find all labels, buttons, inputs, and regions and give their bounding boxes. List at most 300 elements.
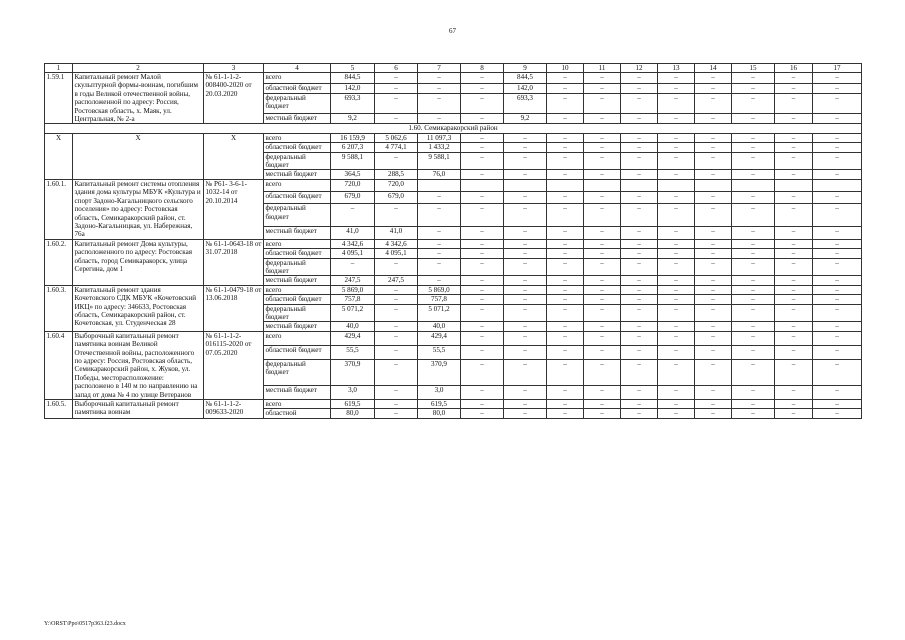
amount-cell: –	[504, 192, 547, 204]
amount-cell	[658, 179, 695, 191]
amount-cell: 679,0	[375, 192, 418, 204]
amount-cell: –	[461, 258, 504, 276]
amount-cell: –	[621, 170, 658, 179]
amount-cell: –	[695, 304, 732, 322]
amount-cell: –	[775, 359, 813, 385]
amount-cell: –	[813, 359, 862, 385]
amount-cell: –	[584, 304, 621, 322]
funding-source: местный бюджет	[264, 276, 331, 285]
amount-cell	[461, 179, 504, 191]
amount-cell: 247,5	[375, 276, 418, 285]
column-header: 4	[264, 64, 331, 73]
amount-cell: –	[461, 331, 504, 345]
amount-cell: –	[813, 133, 862, 142]
object-number: 1.60.1.	[45, 179, 73, 239]
amount-cell: –	[658, 113, 695, 124]
amount-cell: 757,8	[418, 295, 461, 304]
amount-cell: –	[547, 331, 584, 345]
amount-cell: –	[504, 304, 547, 322]
amount-cell: –	[331, 204, 375, 227]
funding-source: всего	[264, 331, 331, 345]
amount-cell: –	[504, 276, 547, 285]
amount-cell: –	[658, 73, 695, 84]
amount-cell: –	[732, 113, 775, 124]
amount-cell: –	[375, 258, 418, 276]
amount-cell: –	[461, 143, 504, 152]
amount-cell: –	[695, 249, 732, 258]
amount-cell: 4 342,6	[375, 239, 418, 248]
amount-cell: –	[813, 94, 862, 114]
amount-cell: –	[813, 143, 862, 152]
amount-cell: –	[732, 94, 775, 114]
amount-cell: –	[695, 170, 732, 179]
amount-cell: –	[775, 143, 813, 152]
amount-cell: –	[547, 258, 584, 276]
amount-cell: –	[461, 170, 504, 179]
amount-cell: –	[547, 152, 584, 170]
amount-cell: 55,5	[331, 345, 375, 359]
object-number: 1.60.4	[45, 331, 73, 399]
amount-cell: –	[375, 113, 418, 124]
section-row	[45, 124, 862, 133]
amount-cell: –	[732, 359, 775, 385]
amount-cell: –	[658, 94, 695, 114]
amount-cell: –	[504, 359, 547, 385]
amount-cell: –	[584, 204, 621, 227]
table-row	[45, 400, 862, 409]
amount-cell: –	[418, 113, 461, 124]
amount-cell: –	[813, 239, 862, 248]
amount-cell: 9,2	[504, 113, 547, 124]
amount-cell	[695, 179, 732, 191]
table-row	[45, 73, 862, 84]
amount-cell: 3,0	[331, 386, 375, 400]
amount-cell: –	[658, 133, 695, 142]
amount-cell: –	[461, 409, 504, 418]
amount-cell: –	[461, 322, 504, 331]
amount-cell: 288,5	[375, 170, 418, 179]
funding-source: федеральный бюджет	[264, 94, 331, 114]
amount-cell: –	[418, 249, 461, 258]
amount-cell: –	[775, 152, 813, 170]
amount-cell: –	[461, 192, 504, 204]
amount-cell: –	[547, 170, 584, 179]
amount-cell: –	[375, 204, 418, 227]
amount-cell: –	[547, 322, 584, 331]
amount-cell: 844,5	[504, 73, 547, 84]
amount-cell: –	[504, 152, 547, 170]
amount-cell: –	[547, 249, 584, 258]
amount-cell: –	[813, 227, 862, 239]
amount-cell: 5 869,0	[331, 285, 375, 294]
object-name: Х	[73, 133, 204, 179]
amount-cell	[418, 179, 461, 191]
amount-cell: –	[547, 295, 584, 304]
amount-cell: –	[584, 285, 621, 294]
amount-cell: –	[658, 204, 695, 227]
amount-cell: –	[732, 239, 775, 248]
amount-cell: –	[775, 345, 813, 359]
amount-cell: –	[584, 258, 621, 276]
amount-cell: –	[732, 400, 775, 409]
amount-cell: –	[621, 133, 658, 142]
amount-cell: 679,0	[331, 192, 375, 204]
amount-cell: –	[775, 192, 813, 204]
amount-cell: –	[658, 400, 695, 409]
amount-cell: –	[695, 285, 732, 294]
amount-cell: –	[375, 322, 418, 331]
amount-cell: –	[504, 239, 547, 248]
amount-cell: –	[331, 258, 375, 276]
amount-cell: –	[621, 227, 658, 239]
amount-cell: –	[658, 83, 695, 94]
section-title: 1.60. Семикаракорский район	[45, 124, 862, 133]
amount-cell: 1 433,2	[418, 143, 461, 152]
amount-cell: –	[732, 304, 775, 322]
amount-cell: –	[375, 304, 418, 322]
amount-cell: –	[504, 227, 547, 239]
amount-cell: –	[584, 143, 621, 152]
amount-cell: –	[621, 204, 658, 227]
expertise-document: № 61-1-0479-18 от 13.06.2018	[204, 285, 264, 331]
amount-cell: 41,0	[375, 227, 418, 239]
column-header: 9	[504, 64, 547, 73]
amount-cell: –	[504, 258, 547, 276]
amount-cell: –	[584, 227, 621, 239]
column-header: 16	[775, 64, 813, 73]
funding-source: федеральный бюджет	[264, 359, 331, 385]
amount-cell: –	[695, 359, 732, 385]
amount-cell: 370,9	[331, 359, 375, 385]
object-number: 1.59.1	[45, 73, 73, 124]
amount-cell: –	[732, 345, 775, 359]
amount-cell: –	[584, 83, 621, 94]
amount-cell: –	[584, 295, 621, 304]
amount-cell: –	[375, 94, 418, 114]
amount-cell	[621, 179, 658, 191]
object-name: Капитальный ремонт системы отопления здания дома культуры МБУК «Культура и спорт Задоно-Кагальницкого сельского поселения» по адресу: Ростовская область, Семикаракорский район, ст. Задоно-Кагальницкая, ул. Набережная, 76а	[73, 179, 204, 239]
amount-cell: –	[813, 295, 862, 304]
amount-cell	[584, 179, 621, 191]
amount-cell: –	[504, 249, 547, 258]
amount-cell	[775, 179, 813, 191]
column-header: 11	[584, 64, 621, 73]
amount-cell: –	[418, 83, 461, 94]
amount-cell: –	[732, 409, 775, 418]
amount-cell: –	[621, 258, 658, 276]
column-header: 3	[204, 64, 264, 73]
amount-cell: –	[547, 304, 584, 322]
amount-cell: –	[658, 331, 695, 345]
amount-cell: –	[584, 249, 621, 258]
amount-cell: –	[732, 276, 775, 285]
table-row	[45, 285, 862, 294]
amount-cell: –	[695, 227, 732, 239]
funding-source: всего	[264, 133, 331, 142]
amount-cell: –	[584, 322, 621, 331]
amount-cell: –	[695, 113, 732, 124]
amount-cell: –	[732, 204, 775, 227]
amount-cell: –	[775, 285, 813, 294]
amount-cell: –	[775, 331, 813, 345]
amount-cell	[547, 179, 584, 191]
amount-cell: –	[813, 192, 862, 204]
amount-cell: 619,5	[418, 400, 461, 409]
amount-cell: –	[621, 295, 658, 304]
page-number: 67	[449, 27, 456, 35]
amount-cell: –	[813, 170, 862, 179]
amount-cell: –	[547, 143, 584, 152]
amount-cell: –	[375, 83, 418, 94]
funding-source: всего	[264, 285, 331, 294]
amount-cell: –	[584, 152, 621, 170]
amount-cell: –	[658, 276, 695, 285]
amount-cell: –	[732, 73, 775, 84]
amount-cell: –	[695, 152, 732, 170]
amount-cell: –	[658, 258, 695, 276]
amount-cell: –	[584, 386, 621, 400]
amount-cell: –	[504, 409, 547, 418]
funding-source: местный бюджет	[264, 170, 331, 179]
amount-cell: –	[658, 322, 695, 331]
amount-cell: –	[461, 239, 504, 248]
amount-cell: –	[695, 409, 732, 418]
amount-cell: –	[504, 285, 547, 294]
amount-cell: –	[547, 83, 584, 94]
amount-cell: –	[461, 359, 504, 385]
amount-cell: –	[658, 143, 695, 152]
amount-cell: –	[658, 359, 695, 385]
amount-cell: –	[547, 276, 584, 285]
funding-source: местный бюджет	[264, 322, 331, 331]
expertise-document: Х	[204, 133, 264, 179]
amount-cell: –	[658, 152, 695, 170]
amount-cell	[504, 179, 547, 191]
amount-cell: 370,9	[418, 359, 461, 385]
amount-cell: –	[621, 304, 658, 322]
amount-cell: –	[418, 227, 461, 239]
amount-cell: –	[375, 152, 418, 170]
amount-cell: –	[732, 83, 775, 94]
amount-cell: –	[695, 143, 732, 152]
amount-cell: 9 588,1	[418, 152, 461, 170]
amount-cell: 4 095,1	[331, 249, 375, 258]
amount-cell: –	[461, 285, 504, 294]
amount-cell: –	[695, 295, 732, 304]
amount-cell: –	[813, 322, 862, 331]
funding-source: областной бюджет	[264, 83, 331, 94]
funding-source: областной бюджет	[264, 192, 331, 204]
amount-cell: –	[695, 345, 732, 359]
amount-cell: –	[658, 192, 695, 204]
amount-cell: –	[775, 73, 813, 84]
funding-source: областной	[264, 409, 331, 418]
amount-cell: –	[813, 83, 862, 94]
amount-cell: 429,4	[418, 331, 461, 345]
amount-cell: –	[695, 400, 732, 409]
amount-cell: –	[621, 322, 658, 331]
object-name: Выборочный капитальный ремонт памятника воинам	[73, 400, 204, 419]
amount-cell: –	[775, 258, 813, 276]
amount-cell: –	[695, 192, 732, 204]
amount-cell: –	[584, 276, 621, 285]
table-row	[45, 179, 862, 191]
amount-cell: –	[418, 192, 461, 204]
amount-cell: –	[375, 359, 418, 385]
amount-cell: –	[504, 133, 547, 142]
amount-cell: –	[732, 143, 775, 152]
amount-cell: –	[461, 400, 504, 409]
amount-cell: –	[547, 400, 584, 409]
amount-cell: –	[775, 304, 813, 322]
amount-cell: –	[584, 192, 621, 204]
amount-cell: –	[504, 400, 547, 409]
amount-cell: –	[504, 204, 547, 227]
amount-cell: –	[813, 113, 862, 124]
amount-cell: 142,0	[504, 83, 547, 94]
amount-cell: –	[621, 345, 658, 359]
amount-cell: –	[621, 239, 658, 248]
object-name: Капитальный ремонт Малой скульптурной формы-воинам, погибшим в годы Великой отечественной войны, расположенной по адресу: Россия, Ростовская область, х. Маяк, ул. Центральная, № 2-а	[73, 73, 204, 124]
amount-cell: 247,5	[331, 276, 375, 285]
amount-cell: –	[621, 285, 658, 294]
amount-cell: –	[621, 113, 658, 124]
object-number: 1.60.2.	[45, 239, 73, 285]
amount-cell: –	[461, 204, 504, 227]
amount-cell: –	[813, 285, 862, 294]
amount-cell: –	[547, 359, 584, 385]
amount-cell: 80,0	[331, 409, 375, 418]
amount-cell: –	[461, 227, 504, 239]
amount-cell: 40,0	[418, 322, 461, 331]
amount-cell: –	[732, 227, 775, 239]
amount-cell: –	[658, 227, 695, 239]
amount-cell: –	[732, 192, 775, 204]
amount-cell: –	[732, 152, 775, 170]
funding-source: областной бюджет	[264, 143, 331, 152]
amount-cell: –	[584, 133, 621, 142]
funding-source: федеральный бюджет	[264, 258, 331, 276]
table-body	[45, 64, 862, 419]
funding-source: местный бюджет	[264, 386, 331, 400]
amount-cell: –	[621, 83, 658, 94]
amount-cell: 4 774,1	[375, 143, 418, 152]
amount-cell: –	[813, 400, 862, 409]
amount-cell: –	[621, 386, 658, 400]
amount-cell: –	[813, 345, 862, 359]
amount-cell: –	[418, 204, 461, 227]
amount-cell: –	[584, 113, 621, 124]
column-header: 1	[45, 64, 73, 73]
object-number: Х	[45, 133, 73, 179]
amount-cell: 844,5	[331, 73, 375, 84]
amount-cell: –	[461, 94, 504, 114]
amount-cell: –	[461, 152, 504, 170]
amount-cell: –	[418, 94, 461, 114]
object-name: Выборочный капитальный ремонт памятника воинам Великой Отечественной войны, расположенного по адресу: Россия, Ростовская область, Семикаракорский район, х. Жуков, ул. Победы, месторасположение: расположено в 140 м по направлению на запад от дома № 4 по улице Ветеранов	[73, 331, 204, 399]
amount-cell: –	[375, 295, 418, 304]
funding-source: всего	[264, 239, 331, 248]
amount-cell: 4 342,6	[331, 239, 375, 248]
amount-cell: –	[775, 133, 813, 142]
amount-cell: 9,2	[331, 113, 375, 124]
amount-cell: –	[658, 304, 695, 322]
amount-cell: –	[775, 227, 813, 239]
amount-cell: –	[547, 133, 584, 142]
amount-cell: –	[695, 331, 732, 345]
amount-cell: –	[813, 152, 862, 170]
amount-cell: –	[621, 331, 658, 345]
amount-cell: –	[584, 331, 621, 345]
table-row	[45, 239, 862, 248]
amount-cell: –	[732, 133, 775, 142]
amount-cell: –	[695, 83, 732, 94]
amount-cell: –	[375, 345, 418, 359]
amount-cell: –	[547, 239, 584, 248]
column-header: 12	[621, 64, 658, 73]
amount-cell: –	[547, 94, 584, 114]
amount-cell: –	[375, 386, 418, 400]
amount-cell: –	[461, 73, 504, 84]
amount-cell: –	[775, 204, 813, 227]
amount-cell: –	[504, 170, 547, 179]
amount-cell: –	[813, 386, 862, 400]
amount-cell: –	[547, 113, 584, 124]
budget-table	[44, 63, 862, 419]
amount-cell: –	[658, 386, 695, 400]
amount-cell: –	[584, 94, 621, 114]
amount-cell: –	[418, 258, 461, 276]
amount-cell: –	[813, 73, 862, 84]
amount-cell: –	[813, 258, 862, 276]
amount-cell: –	[461, 276, 504, 285]
amount-cell: –	[775, 249, 813, 258]
amount-cell: –	[658, 239, 695, 248]
column-header: 8	[461, 64, 504, 73]
amount-cell: 16 159,9	[331, 133, 375, 142]
column-header: 7	[418, 64, 461, 73]
amount-cell: –	[584, 409, 621, 418]
column-header: 14	[695, 64, 732, 73]
amount-cell: –	[547, 73, 584, 84]
amount-cell: –	[375, 409, 418, 418]
amount-cell: –	[695, 386, 732, 400]
amount-cell: –	[658, 409, 695, 418]
amount-cell: –	[658, 345, 695, 359]
amount-cell: –	[418, 73, 461, 84]
expertise-document: № 61-1-0643-18 от 31.07.2018	[204, 239, 264, 285]
amount-cell: –	[621, 143, 658, 152]
amount-cell: –	[547, 345, 584, 359]
amount-cell: –	[584, 73, 621, 84]
funding-source: областной бюджет	[264, 295, 331, 304]
column-number-row	[45, 64, 862, 73]
amount-cell: –	[621, 359, 658, 385]
column-header: 2	[73, 64, 204, 73]
amount-cell: 429,4	[331, 331, 375, 345]
column-header: 6	[375, 64, 418, 73]
amount-cell: –	[418, 276, 461, 285]
amount-cell: –	[775, 295, 813, 304]
amount-cell: –	[775, 94, 813, 114]
amount-cell: –	[732, 322, 775, 331]
expertise-document: № 61-1-1-2-008400-2020 от 20.03.2020	[204, 73, 264, 124]
amount-cell: 76,0	[418, 170, 461, 179]
amount-cell: –	[461, 249, 504, 258]
amount-cell: 80,0	[418, 409, 461, 418]
amount-cell: –	[732, 295, 775, 304]
expertise-document: № Р61- 3-6-1-1032-14 от 20.10.2014	[204, 179, 264, 239]
